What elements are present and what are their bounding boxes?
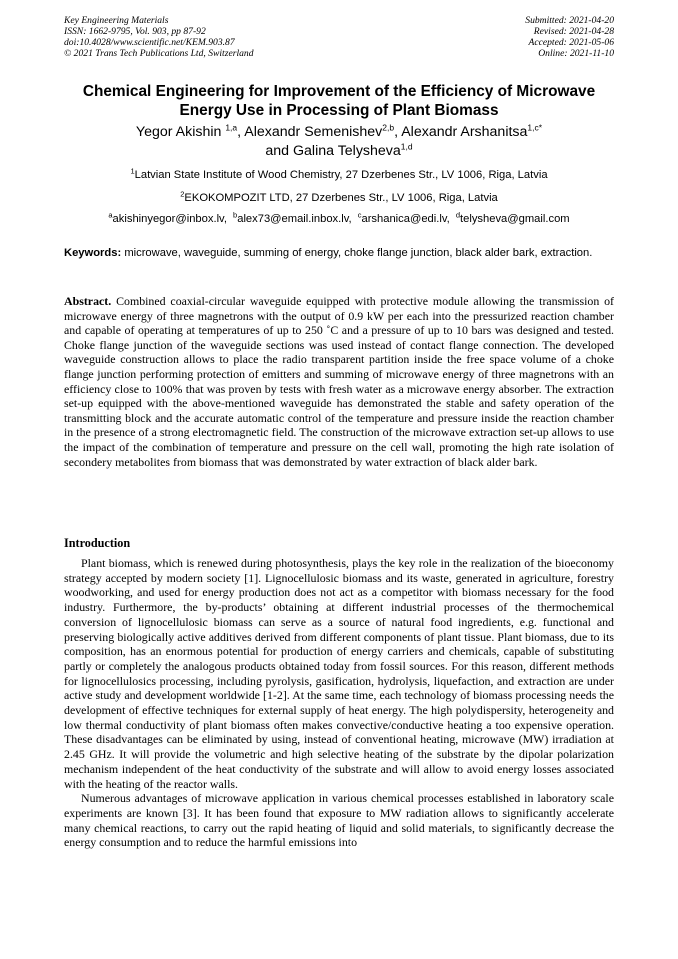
journal-name: Key Engineering Materials [64,15,169,26]
doi-line: doi:10.4028/www.scientific.net/KEM.903.87 [64,37,235,48]
author-sup: 1,d [400,141,413,152]
affiliation-1: $^1$Latvian State Institute of Wood Chemistry, 27 Dzerbenes Str., LV 1006, Riga, Latvia [130,166,548,181]
online-date: Online: 2021-11-10 [538,48,614,59]
affiliation-2: $^2$EKOKOMPOZIT LTD, 27 Dzerbenes Str., LV 1006, Riga, Latvia [180,189,498,204]
author-sup: 1,c* [527,122,543,133]
abstract-label: Abstract. [64,294,112,308]
email-a[interactable]: $^a$akishinyegor@inbox.lv, [108,210,227,225]
author-emails [64,212,614,226]
abstract [64,294,614,469]
author-list: Yegor Akishin $^{1,a}$, Alexandr Semenishev$^{2,b}$, Alexandr Arshanitsa$^{1,c*}$ and Galina Telysheva$^{1,d}$ [135,122,543,159]
email-d[interactable]: $^d$telysheva@gmail.com [455,210,570,225]
paragraph: Numerous advantages of microwave application in various chemical processes established in laboratory scale experiments are known [3]. It has been found that exposure to MW radiation allows to significantly accelerate many chemical reactions, to carry out the rapid heating of liquid and solid materials, to significantly decrease the energy consumption and to reduce the harmful emissions into [64,791,614,850]
revised-date: Revised: 2021-04-28 [533,26,614,37]
email-b[interactable]: $^b$alex73@email.inbox.lv, [233,210,352,225]
issn-line: ISSN: 1662-9795, Vol. 903, pp 87-92 [64,26,206,37]
journal-info [64,15,254,59]
author-sup: 1,a [225,122,238,133]
copyright-line: © 2021 Trans Tech Publications Ltd, Switzerland [64,48,254,59]
email-c[interactable]: $^c$arshanica@edi.lv, [357,210,450,225]
keywords [64,246,614,261]
author-name: Alexandr Semenishev [244,124,383,140]
paper-title: Chemical Engineering for Improvement of the Efficiency of Microwave Energy Use in Processing of Plant Biomass [82,83,596,119]
author-name: Yegor Akishin [135,124,222,140]
introduction-body [64,556,614,850]
keywords-text: microwave, waveguide, summing of energy, choke flange junction, black alder bark, extraction. [124,247,593,259]
abstract-text: Combined coaxial-circular waveguide equipped with protective module allowing the transmission of microwave energy of three magnetrons with the output of 0.9 kW per each into the pressurized reaction chamber and capable of operating at temperatures of up to 250 ˚C and a pressure of up to 10 bars was designed and tested. Choke flange junction of the waveguide sections was used instead of contact flange connection. The developed waveguide construction allows to place the radio transparent partition inside the free space volume of a choke flange junction performing protection of emitters and summing of microwave energy of three magnetrons with an efficiency close to 100% that was proven by tests with fresh water as a microwave energy absorber. The extraction set-up equipped with the above-mentioned waveguide has demonstrated the stable and safety operation of the transmitting block and the accurate automatic control of the temperature and pressure inside the reaction chamber in the presence of a strong electromagnetic field. The construction of the microwave extraction set-up allows to use the impact of the combination of temperature and pressure on the cell wall, promoting the high rate isolation of secondery metabolites from biomass that was demonstrated by water extraction of black alder bark. [64,294,614,469]
publication-dates [525,15,614,59]
accepted-date: Accepted: 2021-05-06 [528,37,614,48]
section-heading-introduction: Introduction [64,536,131,550]
paragraph: Plant biomass, which is renewed during photosynthesis, plays the key role in the realization of the bioeconomy strategy accepted by modern society [1]. Lignocellulosic biomass and its waste, generated in agriculture, forestry woodworking, and used for energy production does not act as a competitor with biomass necessary for the food industry. Furthermore, the by-products’ obtaining at different industrial processes of the thermochemical conversion of lignocellulosic biomass can serve as a source of natural food ingredients, e.g. functional and preserving biologically active additives derived from different components of plant tissue. Plant biomass, due to its composition, has an enormous potential for production of energy carriers and chemicals, capable of substituting partly or completely the analogous products obtained today from fossil sources. For this reason, different methods for lignocellulosics processing, including pyrolysis, gasification, hydrolysis, liquefaction, and extraction are under active study and development worldwide [1-2]. At the same time, each technology of biomass processing needs the development of effective techniques for external supply of heat energy. The high polydispersity, heterogeneity and low thermal conductivity of plant biomass often makes convective/conductive heating a too expensive operation. These disadvantages can be eliminated by using, instead of conventional heating, microwave (MW) irradiation at 2.45 GHz. It will provide the volumetric and high selective heating of the substrate by the dipolar polarization mechanism independent of the heat conductivity of the substrate and will allow to avoid energy losses associated with the heating of the reactor walls. [64,556,614,791]
author-name: Galina Telysheva [293,143,401,159]
keywords-label: Keywords: [64,247,122,259]
author-sup: 2,b [382,122,395,133]
submitted-date: Submitted: 2021-04-20 [525,15,614,26]
author-name: Alexandr Arshanitsa [401,124,528,140]
